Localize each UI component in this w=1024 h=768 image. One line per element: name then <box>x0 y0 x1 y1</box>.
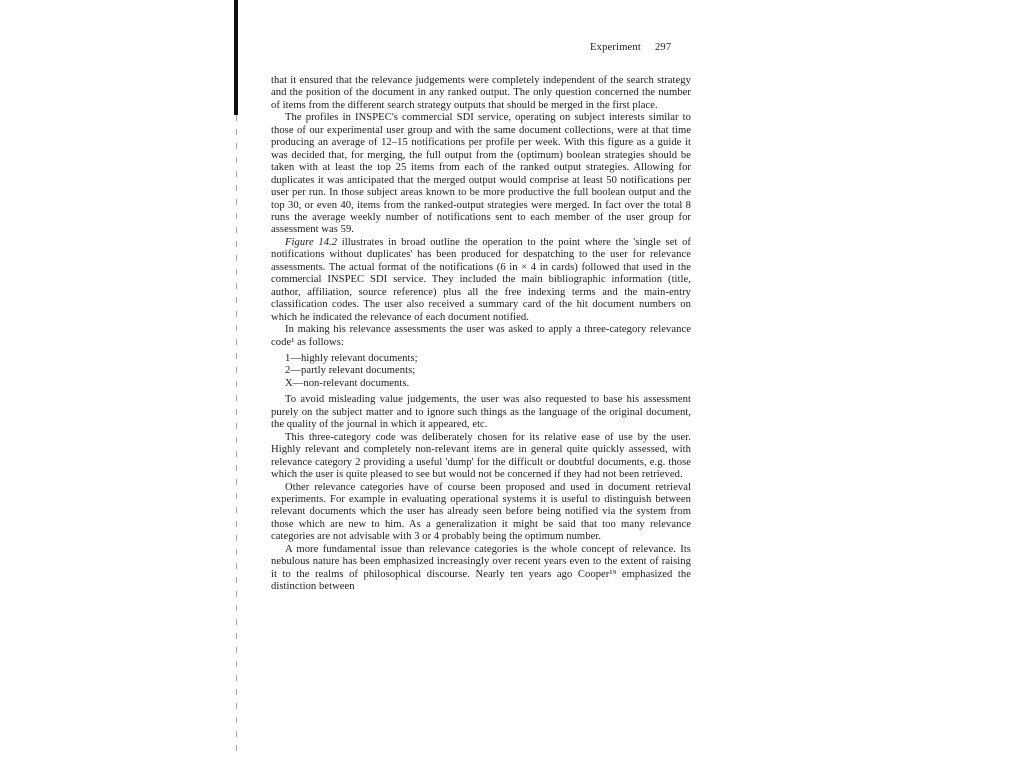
relevance-code-item: 1—highly relevant documents; <box>285 352 418 364</box>
paragraph-5: To avoid misleading value judgements, the user was also requested to base his assessment purely on the subject matter and to ignore such things as the language of the original document, the quality of the journal in which it appeared, etc. <box>271 394 691 431</box>
relevance-code-item: 2—partly relevant documents; <box>285 365 416 377</box>
paragraph-2: The profiles in INSPEC's commercial SDI service, operating on subject interests similar to those of our experimental user group and with the same document collections, were at that time producing an average of 12–15 notifications per profile per week. With this figure as a guide it was decided that, for merging, the full output from the (optimum) boolean strategies should be taken with at least the top 25 items from each of the ranked output strategies. Allowing for duplicates it was anticipated that the merged output would comprise at least 50 notifications per user per run. In those subject areas known to be more productive the full boolean output and the top 30, or even 40, items from the ranked-output strategies were merged. In fact over the total 8 runs the average weekly number of notifications sent to each member of the user group for assessment was 59. <box>271 112 691 236</box>
paragraph-7: Other relevance categories have of course been proposed and used in document retrieval experiments. For example in evaluating operational systems it is useful to distinguish between relevant documents which the user has already seen before being notified via the system from those which are new to him. As a generalization it might be said that too many relevance categories are not advisable with 3 or 4 probably being the optimum number. <box>271 481 691 543</box>
running-head <box>590 42 671 53</box>
body-text <box>271 75 691 594</box>
paragraph-8: A more fundamental issue than relevance categories is the whole concept of relevance. Its nebulous nature has been emphasized increasingly over recent years even to the extent of raising it to the realms of philosophical discourse. Nearly ten years ago Cooper¹⁹ emphasized the distinction between <box>271 543 691 593</box>
paragraph-6: This three-category code was deliberately chosen for its relative ease of use by the user. Highly relevant and completely non-relevant items are in general quite quickly assessed, with relevance category 2 providing a useful 'dump' for the difficult or doubtful documents, e.g. those which the user is quite pleased to see but would not be concerned if they had not been retrieved. <box>271 431 691 481</box>
relevance-code-list <box>285 353 691 390</box>
paragraph-1: that it ensured that the relevance judgements were completely independent of the search strategy and the position of the document in any ranked output. The only question concerned the number of items from the different search strategy outputs that should be merged in the first place. <box>271 75 691 111</box>
running-head-title: Experiment <box>590 42 641 53</box>
figure-reference: Figure 14.2 <box>285 236 338 248</box>
paragraph-3 <box>271 237 691 324</box>
paragraph-3-text: illustrates in broad outline the operation to the point where the 'single set of notifications without duplicates' has been produced for despatching to the user for relevance assessments. The actual format of the notifications (6 in × 4 in cards) followed that used in the commercial INSPEC SDI service. They included the main bibliographic information (title, author, affiliation, source reference) plus all the free indexing terms and the main-entry classification codes. The user also received a summary card of the hit document numbers on which he indicated the relevance of each document notified. <box>271 236 692 323</box>
binding-edge <box>236 115 237 755</box>
paragraph-4: In making his relevance assessments the user was asked to apply a three-category relevance code¹ as follows: <box>271 324 691 348</box>
page-number: 297 <box>654 42 672 53</box>
binding-shadow <box>234 0 238 115</box>
relevance-code-item: X—non-relevant documents. <box>285 377 410 389</box>
